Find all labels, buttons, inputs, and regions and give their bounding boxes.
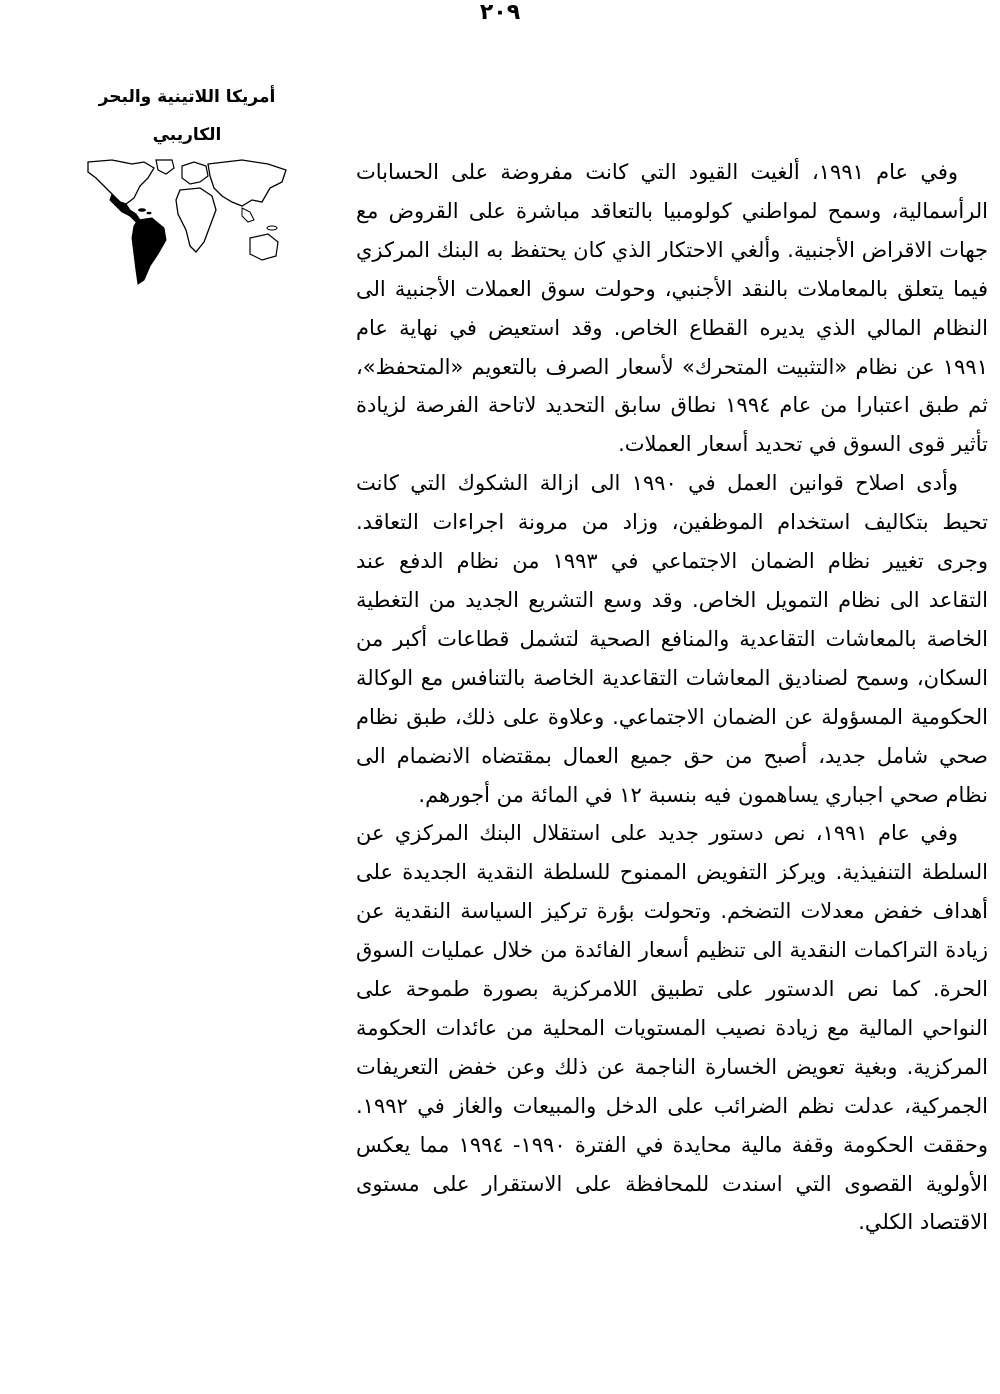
world-map-icon (82, 158, 292, 288)
page-number: ٢٠٩ (479, 0, 521, 25)
region-title-line2: الكاريبي (152, 125, 222, 145)
south-america-shape (132, 218, 166, 284)
australia-shape (250, 234, 278, 260)
north-america-shape (88, 160, 154, 204)
paragraph-1: وفي عام ١٩٩١، ألغيت القيود التي كانت مفروضة على الحسابات الرأسمالية، وسمح لمواطني كولومبيا بالتعاقد مباشرة على القروض مع جهات الاقراض الأجنبية. وألغي الاحتكار الذي كان يحتفظ به البنك المركزي فيما يتعلق بالمعاملات بالنقد الأجنبي، وحولت سوق العملات الأجنبية الى النظام المالي الذي يديره القطاع الخاص. وقد استعيض في نهاية عام ١٩٩١ عن نظام «التثبيت المتحرك» لأسعار الصرف بالتعويم «المتحفظ»، ثم طبق اعتبارا من عام ١٩٩٤ نطاق سابق التحديد لاتاحة الفرصة لزيادة تأثير قوى السوق في تحديد أسعار العملات. (356, 160, 989, 457)
region-sidebar (82, 78, 292, 288)
southeast-asia-shape (242, 208, 254, 222)
asia-shape (208, 160, 286, 206)
main-text (356, 153, 988, 1242)
africa-shape (176, 188, 216, 252)
europe-shape (182, 162, 208, 184)
greenland-shape (156, 160, 174, 174)
caribbean-island-shape (138, 208, 146, 212)
paragraph-2: وأدى اصلاح قوانين العمل في ١٩٩٠ الى ازالة الشكوك التي كانت تحيط بتكاليف استخدام الموظفين، وزاد من مرونة اجراءات التعاقد. وجرى تغيير نظام الضمان الاجتماعي في ١٩٩٣ من نظام الدفع عند التقاعد الى نظام التمويل الخاص. وقد وسع التشريع الجديد من التغطية الخاصة بالمعاشات التقاعدية والمنافع الصحية لتشمل قطاعات أكبر من السكان، وسمح لصناديق المعاشات التقاعدية الخاصة بالتنافس مع الوكالة الحكومية المسؤولة عن الضمان الاجتماعي. وعلاوة على ذلك، طبق نظام صحي شامل جديد، أصبح من حق جميع العمال بمقتضاه الانضمام الى نظام صحي اجباري يساهمون فيه بنسبة ١٢ في المائة من أجورهم. (356, 471, 988, 807)
region-title-line1: أمريكا اللاتينية والبحر (98, 87, 276, 107)
caribbean-island-shape (147, 212, 152, 215)
paragraph-3: وفي عام ١٩٩١، نص دستور جديد على استقلال البنك المركزي عن السلطة التنفيذية. ويركز التفويض الممنوح للسلطة النقدية الجديدة على أهداف خفض معدلات التضخم. وتحولت بؤرة تركيز السياسة النقدية عن زيادة التراكمات النقدية الى تنظيم أسعار الفائدة من خلال عمليات السوق الحرة. كما نص الدستور على تطبيق اللامركزية بصورة طموحة على النواحي المالية مع زيادة نصيب المستويات المحلية من عائدات الحكومة المركزية. وبغية تعويض الخسارة الناجمة عن ذلك وعن خفض التعريفات الجمركية، عدلت نظم الضرائب على الدخل والمبيعات والغاز في ١٩٩٢. وحققت الحكومة وقفة مالية محايدة في الفترة ١٩٩٠- ١٩٩٤ مما يعكس الأولوية القصوى التي اسندت للمحافظة على الاستقرار على مستوى الاقتصاد الكلي. (356, 821, 988, 1235)
island-shape (267, 226, 277, 230)
